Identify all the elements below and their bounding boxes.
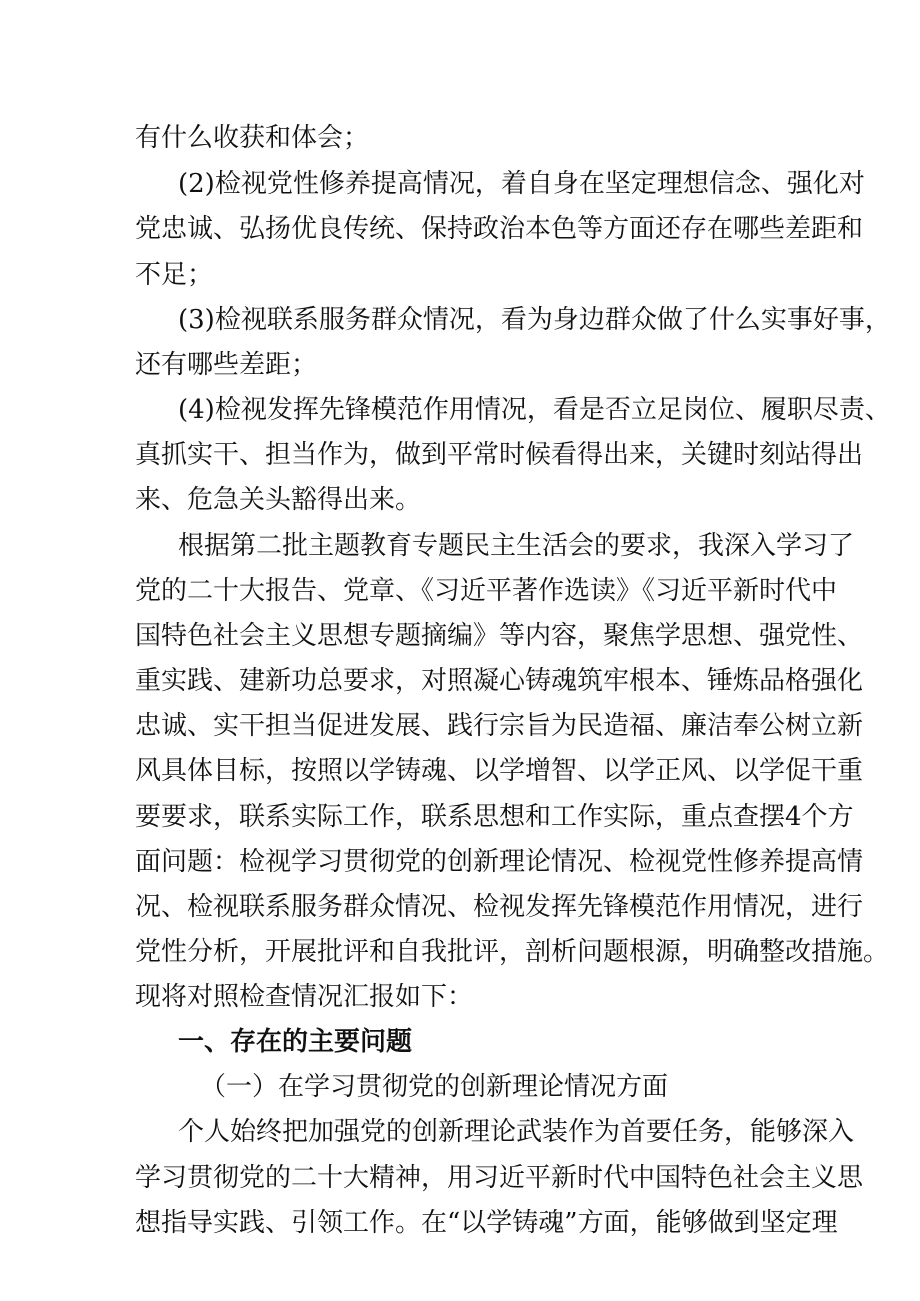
paragraph-start-line: (4)检视发挥先锋模范作用情况，看是否立足岗位、履职尽责、 [178, 395, 891, 425]
text-line: 真抓实干、担当作为，做到平常时候看得出来，关键时刻站得出 [135, 440, 864, 470]
section-heading: 一、存在的主要问题 [178, 1027, 413, 1057]
text-line: 党忠诚、弘扬优良传统、保持政治本色等方面还存在哪些差距和 [135, 214, 864, 244]
text-line: 重实践、建新功总要求，对照凝心铸魂筑牢根本、锤炼品格强化 [135, 666, 864, 696]
text-line: 不足； [135, 260, 214, 290]
text-line: 况、检视联系服务群众情况、检视发挥先锋模范作用情况，进行 [135, 892, 864, 922]
text-line: 想指导实践、引领工作。在“以学铸魂”方面，能够做到坚定理 [135, 1208, 838, 1238]
text-line: 有什么收获和体会； [135, 123, 370, 153]
text-line: 还有哪些差距； [135, 350, 318, 380]
text-line: 面问题：检视学习贯彻党的创新理论情况、检视党性修养提高情 [135, 847, 864, 877]
paragraph-start-line: 个人始终把加强党的创新理论武装作为首要任务，能够深入 [178, 1117, 855, 1147]
text-line: 来、危急关头豁得出来。 [135, 485, 422, 515]
text-line: 国特色社会主义思想专题摘编》等内容，聚焦学思想、强党性、 [135, 621, 864, 651]
text-line: 现将对照检查情况汇报如下： [135, 982, 474, 1012]
text-line: 要要求，联系实际工作，联系思想和工作实际，重点查摆4个方 [135, 802, 854, 832]
subsection-heading: （一）在学习贯彻党的创新理论情况方面 [200, 1072, 669, 1102]
text-line: 学习贯彻党的二十大精神，用习近平新时代中国特色社会主义思 [135, 1163, 864, 1193]
paragraph-start-line: (3)检视联系服务群众情况，看为身边群众做了什么实事好事， [178, 305, 891, 335]
paragraph-start-line: (2)检视党性修养提高情况，着自身在坚定理想信念、强化对 [178, 169, 865, 199]
text-line: 党的二十大报告、党章、《习近平著作选读》《习近平新时代中 [135, 576, 838, 606]
paragraph-start-line: 根据第二批主题教育专题民主生活会的要求，我深入学习了 [178, 531, 855, 561]
text-line: 党性分析，开展批评和自我批评，剖析问题根源，明确整改措施。 [135, 937, 890, 967]
text-line: 忠诚、实干担当促进发展、践行宗旨为民造福、廉洁奉公树立新 [135, 711, 864, 741]
text-line: 风具体目标，按照以学铸魂、以学增智、以学正风、以学促干重 [135, 756, 864, 786]
